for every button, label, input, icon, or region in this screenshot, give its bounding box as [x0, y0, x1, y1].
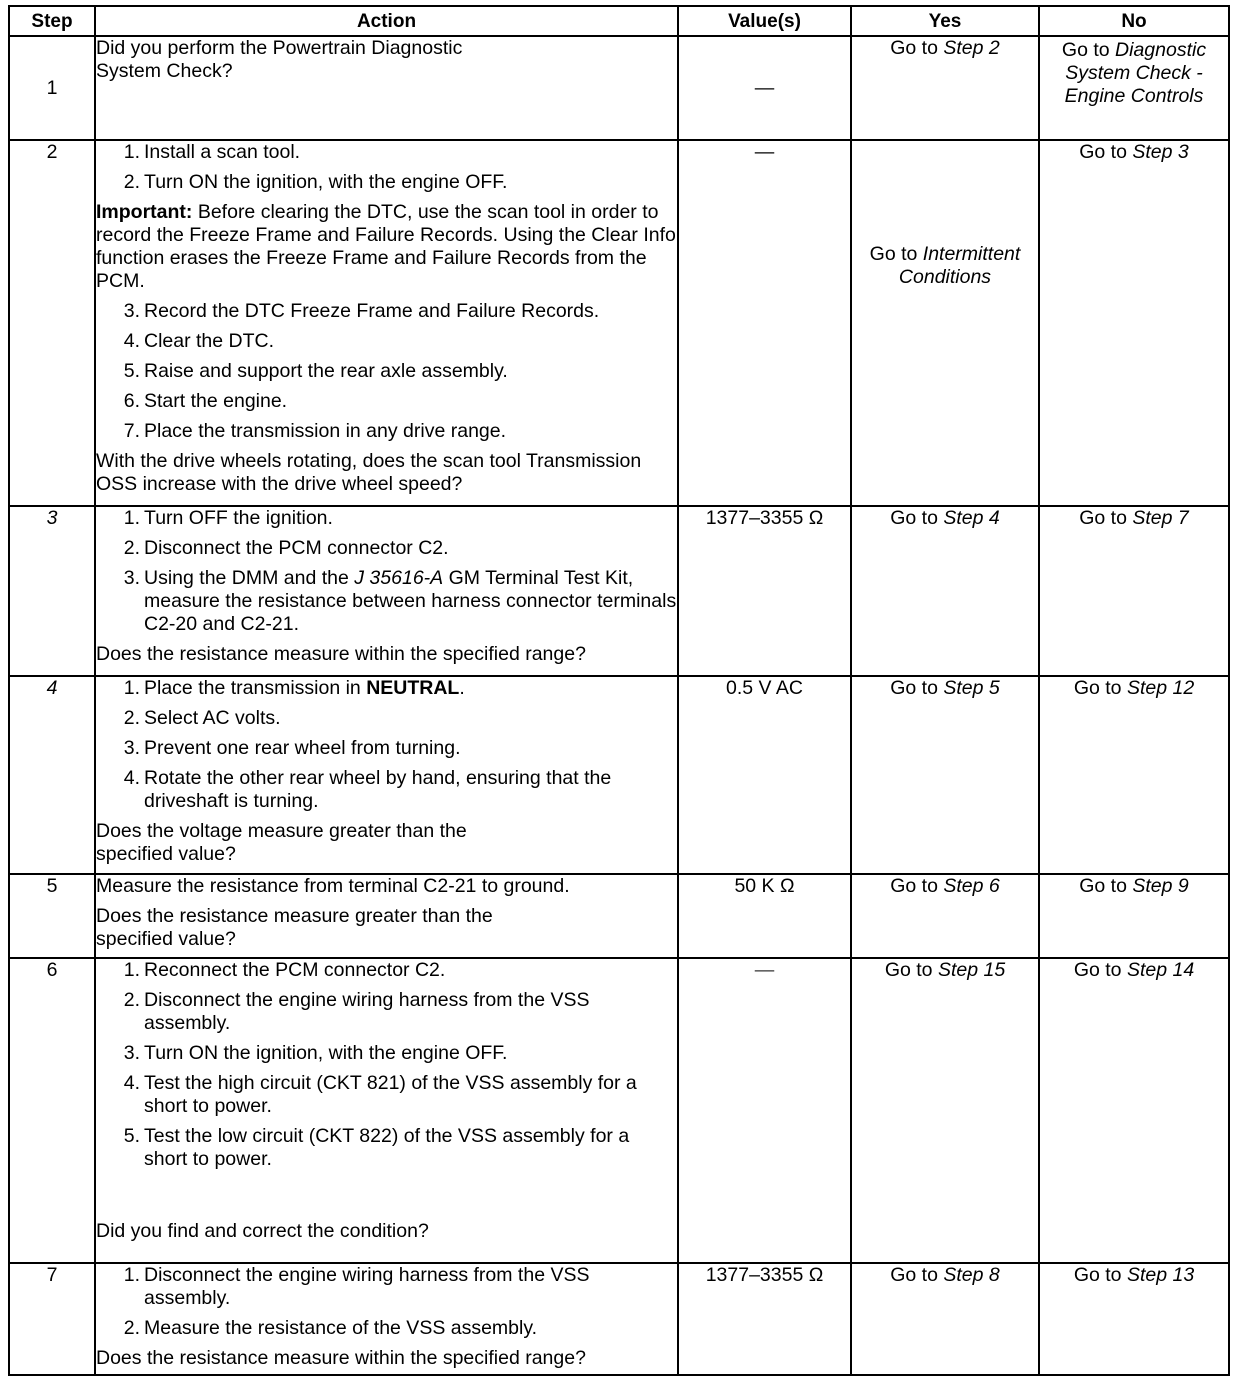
step-number: 2 [9, 140, 95, 506]
list-item: 3. Using the DMM and the J 35616-A GM Terminal Test Kit, measure the resistance between harness connector terminals C2-20 and C2-21. [123, 567, 677, 635]
value-cell: — [678, 140, 851, 506]
yes-cell: Go to Step 5 [851, 676, 1039, 874]
yes-link[interactable]: Step 2 [943, 37, 1000, 59]
value-cell: 0.5 V AC [678, 676, 851, 874]
question-text: Does the voltage measure greater than the specified value? [96, 820, 467, 865]
no-link[interactable]: Step 13 [1126, 1264, 1195, 1286]
step-2-list-b [96, 300, 677, 443]
header-yes: Yes [851, 6, 1039, 36]
diagnostic-table [8, 5, 1230, 1376]
list-item: 1. Disconnect the engine wiring harness from the VSS assembly. [123, 1264, 590, 1309]
question-text: Does the resistance measure within the specified range? [96, 643, 586, 665]
list-item: 1. Place the transmission in NEUTRAL. [123, 677, 465, 699]
no-cell: Go to Step 12 [1039, 676, 1229, 874]
step-4-list [96, 677, 677, 813]
yes-link[interactable]: Step 5 [943, 677, 1000, 699]
yes-link[interactable]: Step 6 [943, 875, 1000, 897]
question-text: With the drive wheels rotating, does the scan tool Transmission OSS increase with the drive wheel speed? [96, 450, 642, 495]
no-cell: Go to Step 9 [1039, 874, 1229, 958]
step-number: 1 [9, 36, 95, 140]
step-number: 3 [9, 506, 95, 676]
list-item: 2. Select AC volts. [123, 707, 281, 729]
header-step: Step [9, 6, 95, 36]
no-cell: Go to Step 3 [1039, 140, 1229, 506]
list-item: 6. Start the engine. [123, 390, 288, 412]
list-item: 4. Rotate the other rear wheel by hand, ensuring that the driveshaft is turning. [123, 767, 612, 812]
no-cell: Go to Step 14 [1039, 958, 1229, 1263]
list-item: 5. Test the low circuit (CKT 822) of the VSS assembly for a short to power. [123, 1125, 630, 1170]
step-7-list [96, 1264, 677, 1340]
spacer [96, 1178, 677, 1220]
yes-link[interactable]: Step 4 [943, 507, 1000, 529]
no-cell: Go to Diagnostic System Check - Engine Controls [1039, 36, 1229, 140]
action-cell [95, 506, 678, 676]
header-action: Action [95, 6, 678, 36]
question-text: Does the resistance measure within the specified range? [96, 1347, 586, 1369]
yes-link[interactable]: Intermittent Conditions [898, 243, 1021, 288]
table-row-step-3 [9, 506, 1229, 676]
list-item: 3. Turn ON the ignition, with the engine OFF. [123, 1042, 508, 1064]
value-cell: — [678, 958, 851, 1263]
step-number: 4 [9, 676, 95, 874]
yes-cell: Go to Step 2 [851, 36, 1039, 140]
yes-cell: Go to Step 15 [851, 958, 1039, 1263]
list-item: 4. Test the high circuit (CKT 821) of the VSS assembly for a short to power. [123, 1072, 637, 1117]
no-cell: Go to Step 13 [1039, 1263, 1229, 1375]
tool-name: J 35616-A [354, 567, 444, 589]
yes-cell: Go to Step 6 [851, 874, 1039, 958]
yes-cell: Go to Step 4 [851, 506, 1039, 676]
no-link[interactable]: Step 7 [1132, 507, 1189, 529]
header-value: Value(s) [678, 6, 851, 36]
value-cell: 50 K Ω [678, 874, 851, 958]
table-row-step-4 [9, 676, 1229, 874]
list-item: 3. Prevent one rear wheel from turning. [123, 737, 461, 759]
no-link[interactable]: Diagnostic System Check - Engine Controls [1064, 39, 1207, 107]
action-cell [95, 874, 678, 958]
action-cell [95, 958, 678, 1263]
table-row-step-1 [9, 36, 1229, 140]
yes-cell: Go to Intermittent Conditions [851, 140, 1039, 506]
list-item: 4. Clear the DTC. [123, 330, 275, 352]
header-no: No [1039, 6, 1229, 36]
step-2-list-a [96, 141, 677, 194]
table-header-row [9, 6, 1229, 36]
table-row-step-2 [9, 140, 1229, 506]
list-item: 5. Raise and support the rear axle assembly. [123, 360, 508, 382]
list-item: 3. Record the DTC Freeze Frame and Failure Records. [123, 300, 600, 322]
yes-link[interactable]: Step 8 [943, 1264, 1000, 1286]
value-cell: 1377–3355 Ω [678, 506, 851, 676]
list-item: 1. Install a scan tool. [123, 141, 301, 163]
step-6-list [96, 959, 677, 1171]
yes-cell: Go to Step 8 [851, 1263, 1039, 1375]
step-number: 5 [9, 874, 95, 958]
no-link[interactable]: Step 3 [1132, 141, 1189, 163]
no-cell: Go to Step 7 [1039, 506, 1229, 676]
question-text: Did you find and correct the condition? [96, 1220, 429, 1242]
no-link[interactable]: Step 12 [1126, 677, 1195, 699]
question-text: Did you perform the Powertrain Diagnostic System Check? [96, 37, 463, 82]
table-row-step-6 [9, 958, 1229, 1263]
action-cell [95, 676, 678, 874]
step-3-list [96, 507, 677, 636]
list-item: 7. Place the transmission in any drive range. [123, 420, 507, 442]
list-item: 2. Disconnect the engine wiring harness from the VSS assembly. [123, 989, 590, 1034]
step-number: 7 [9, 1263, 95, 1375]
yes-link[interactable]: Step 15 [937, 959, 1006, 981]
no-link[interactable]: Step 14 [1126, 959, 1195, 981]
list-item: 1. Turn OFF the ignition. [123, 507, 333, 529]
table-row-step-5 [9, 874, 1229, 958]
table-row-step-7 [9, 1263, 1229, 1375]
action-cell [95, 36, 678, 140]
statement-text: Measure the resistance from terminal C2-21 to ground. [96, 875, 570, 897]
action-cell [95, 1263, 678, 1375]
important-note: Important: Before clearing the DTC, use the scan tool in order to record the Freeze Frame and Failure Records. Using the Clear Info function erases the Freeze Frame and Failure Records from the PCM. [96, 201, 676, 292]
value-cell: — [678, 36, 851, 140]
list-item: 2. Turn ON the ignition, with the engine OFF. [123, 171, 508, 193]
question-text: Does the resistance measure greater than the specified value? [96, 905, 493, 950]
action-cell [95, 140, 678, 506]
list-item: 2. Disconnect the PCM connector C2. [123, 537, 449, 559]
value-cell: 1377–3355 Ω [678, 1263, 851, 1375]
no-link[interactable]: Step 9 [1132, 875, 1189, 897]
list-item: 2. Measure the resistance of the VSS assembly. [123, 1317, 538, 1339]
list-item: 1. Reconnect the PCM connector C2. [123, 959, 446, 981]
step-number: 6 [9, 958, 95, 1263]
